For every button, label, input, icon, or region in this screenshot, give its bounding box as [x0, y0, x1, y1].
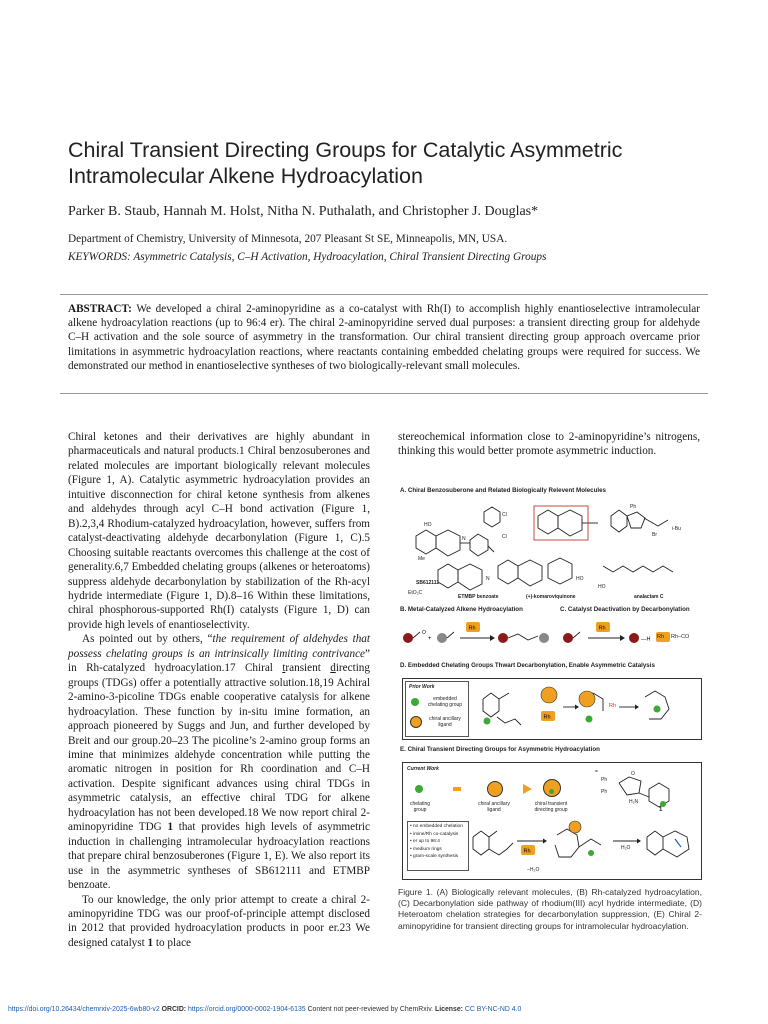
- orcid-label: ORCID:: [161, 1006, 187, 1013]
- panel-a-heading: A. Chiral Benzosuberone and Related Biologically Relevent Molecules: [400, 487, 606, 494]
- chiral-ligand-icon: [487, 781, 503, 797]
- svg-text:i-Bu: i-Bu: [672, 526, 681, 532]
- svg-text:Cl: Cl: [502, 534, 507, 540]
- svg-text:EtO₂C: EtO₂C: [408, 590, 423, 596]
- author-list: Parker B. Staub, Hannah M. Holst, Nitha N. Puthalath, and Christopher J. Douglas*: [68, 204, 539, 219]
- panel-d-heading: D. Embedded Chelating Groups Thwart Decarbonylation, Enable Asymmetric Catalysis: [400, 662, 655, 669]
- paragraph-1: Chiral ketones and their derivatives are highly abundant in pharmaceuticals and natural products.1 Chiral benzosuberones and related molecules are important biologically relevant molecules (Figure 1, A). Catalytic asymmetric hydroacylation provides an intuitive disconnection for chiral ketone synthesis from alkenes and aldehydes through acyl C–H bond activation (Figure 1, B).2,3,4 Rhodium-catalyzed hydroacylation, however, suffers from catalyst-deactivating aldehyde decarbonylation (Figure 1, C).5 Choosing suitable reactants overcomes this challenge at the cost of generality.6,7 Embedded chelating groups (alkenes or heteroatoms) suppress aldehyde decarbonylation by stabilization of the Rh-acyl hydride intermediate (Figure 1, D).8–16 Within these limitations, chiral phosphorous-supported Rh(I) catalysts (Figure 1, D) can provide high levels of enantioselectivity.: [68, 431, 370, 631]
- body-left-column: [68, 430, 370, 950]
- license-link[interactable]: CC BY-NC-ND 4.0: [464, 1006, 522, 1013]
- body-right-column: stereochemical information close to 2-aminopyridine’s nitrogens, thinking this would better promote asymmetric induction.: [398, 431, 700, 458]
- current-work-label: Current Work: [407, 766, 439, 772]
- transient-dg-icon: [543, 779, 561, 797]
- svg-text:Rh: Rh: [598, 625, 606, 632]
- abstract-text: We developed a chiral 2-aminopyridine as a co-catalyst with Rh(I) to accomplish highly enantioselective intramolecular alkene hydroacylation reactions (up to 96:4 er). The chiral 2-aminopyridine served dual purposes: a transient directing group for aldehyde C–H activation and the sole source of asymmetry in the transformation. Our chiral transient directing group approach overcame prior limitations in asymmetric hydroacylation reactions, where reactants containing embedded chelating groups were required for success. We demonstrated our method in enantioselective syntheses of two biologically-relevant small molecules.: [68, 303, 700, 372]
- footer: [8, 1006, 521, 1013]
- paragraph-2: As pointed out by others, “the requirement of aldehydes that possess chelating groups is an intrinsically limiting contrivance” in Rh-catalyzed hydroacylation.17 Chiral transient directing groups (TDGs) offer a potentially attractive solution.18,19 Achiral 2-amino-3-picoline TDGs enable cooperative catalysis for alkene hydroacylation. These function by in-situ imine formation, an approach pioneered by Suggs and Jun, and further developed by Breit and our group.20–23 The picoline’s 2-amino group forms an imine that minimizes aldehyde concentration while putting the aromatic nitrogen in position for Rh coordination and C–H activation. Despite significant advances using chiral TDGs in asymmetric catalysis, an effective chiral TDG for alkene hydroacylation has not been developed.18 We now report chiral 2-aminopyridine TDG 1 that provides high levels of asymmetric induction in challenging intramolecular hydroacylation reactions that prepare chiral benzosuberones (Figure 1, E). We also report its use in the asymmetric syntheses of SB612111 and ETMBP benzoate.: [68, 633, 370, 892]
- svg-text:N: N: [462, 536, 466, 542]
- svg-text:O: O: [422, 630, 426, 636]
- svg-text:—H: —H: [641, 636, 651, 643]
- svg-text:HO: HO: [424, 522, 432, 528]
- svg-text:O: O: [631, 771, 635, 777]
- paragraph-3: To our knowledge, the only prior attempt to create a chiral 2-aminopyridine TDG was our proof-of-principle attempt disclosed in 2012 that provided hydroacylation products in poor er.23 We designed catalyst 1 to place: [68, 893, 370, 949]
- svg-text:HO: HO: [576, 576, 584, 582]
- rh-co-label: Rh–CO: [671, 634, 690, 640]
- doi-link[interactable]: https://doi.org/10.26434/chemrxiv-2025-6wb80-v2: [8, 1006, 160, 1013]
- minus-water-label: −H₂O: [527, 867, 540, 873]
- svg-text:N: N: [486, 576, 490, 582]
- figure-caption: Figure 1. (A) Biologically relevant molecules, (B) Rh-catalyzed hydroacylation, (C) Decarbonylation side pathway of rhodium(III) acyl hydride intermediate, (D) Heteroatom chelation strategies for decarbonylation suppression, (E) Chiral 2-aminopyridine for transient directing groups for intramolecular hydroacylation.: [398, 887, 702, 931]
- molecule-analactam: anaIactam C: [634, 594, 664, 600]
- panel-e-scheme: [467, 817, 699, 877]
- water-label: H₂O: [621, 845, 631, 851]
- catalyst-1-structure: [589, 767, 697, 817]
- svg-text:Rh: Rh: [609, 703, 617, 709]
- catalyst-number: 1: [659, 807, 663, 813]
- chelating-group-icon: [415, 785, 423, 793]
- svg-text:Ph: Ph: [630, 504, 637, 510]
- panel-d-scheme: [469, 679, 699, 737]
- panel-c-heading: C. Catalyst Deactivation by Decarbonylation: [560, 606, 690, 613]
- abstract-label: ABSTRACT:: [68, 303, 132, 315]
- license-label: License:: [434, 1006, 463, 1013]
- ligand-icon: [410, 716, 422, 728]
- panel-e-heading: E. Chiral Transient Directing Groups for Asymmetric Hydroacylation: [400, 746, 600, 753]
- svg-text:Rh: Rh: [468, 625, 476, 632]
- affiliation: Department of Chemistry, University of Minnesota, 207 Pleasant St SE, Minneapolis, MN, USA.: [68, 233, 508, 245]
- keywords: KEYWORDS: Asymmetric Catalysis, C–H Activation, Hydroacylation, Chiral Transient Directing Groups: [68, 251, 547, 263]
- panel-d-box: [402, 678, 702, 740]
- svg-text:H₂N: H₂N: [629, 799, 639, 805]
- molecule-sb612111: SB612111: [416, 580, 440, 586]
- peer-review-note: Content not peer-reviewed by ChemRxiv.: [307, 1006, 434, 1013]
- svg-text:Br: Br: [652, 532, 657, 538]
- molecule-komaroviquinone: (+)-komaroviquinone: [526, 594, 576, 600]
- svg-text:Ph: Ph: [601, 789, 608, 795]
- svg-text:Cl: Cl: [502, 512, 507, 518]
- svg-text:Rh: Rh: [523, 848, 531, 855]
- arrow-icon: [523, 784, 532, 794]
- panel-a-structures: [398, 496, 704, 601]
- abstract: [68, 302, 700, 373]
- orcid-link[interactable]: https://orcid.org/0000-0002-1904-6135: [188, 1006, 306, 1013]
- rh-label-c: Rh: [657, 634, 665, 640]
- panel-e-box: Current Work chelating group chiral ancillary ligand chiral transient directing group = Ph Ph O H₂N 1 • no embedded chelation • imine/Rh co-catalysis • er up to 96:4 • medium rings • gram-scale synthesis Rh −H₂O H₂O: [402, 762, 702, 880]
- svg-text:Me: Me: [418, 556, 425, 562]
- molecule-etmbp: ETMBP benzoate: [458, 594, 499, 600]
- svg-text:Ph: Ph: [601, 777, 608, 783]
- prior-work-legend: Prior Work embedded chelating group chiral ancillary ligand: [405, 681, 469, 737]
- panel-b-heading: B. Metal-Catalyzed Alkene Hydroacylation: [400, 606, 523, 613]
- svg-text:Rh: Rh: [543, 714, 551, 721]
- figure-1: [398, 482, 704, 882]
- plus-icon: [453, 787, 461, 791]
- feature-list: • no embedded chelation • imine/Rh co-catalysis • er up to 96:4 • medium rings • gram-scale synthesis: [407, 821, 469, 871]
- chelate-icon: [411, 698, 419, 706]
- svg-text:=: =: [595, 769, 598, 775]
- svg-text:+: +: [428, 636, 432, 642]
- svg-text:HO: HO: [598, 584, 606, 590]
- paper-title: Chiral Transient Directing Groups for Catalytic Asymmetric Intramolecular Alkene Hydroacylation: [68, 138, 623, 188]
